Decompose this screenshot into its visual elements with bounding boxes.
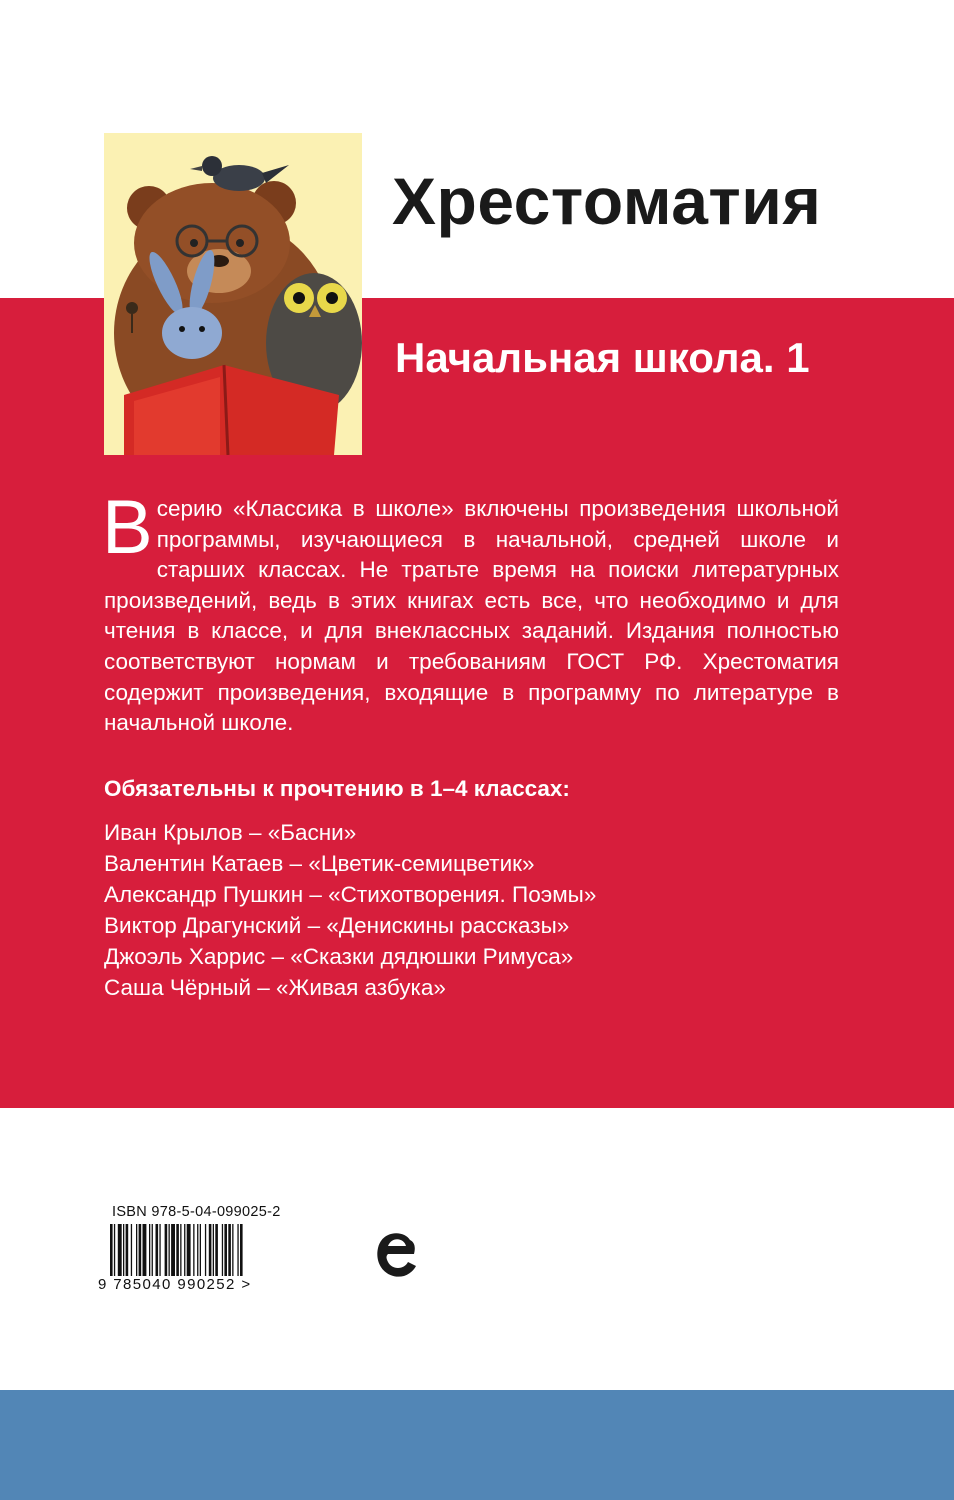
isbn-barcode-block [98,1204,308,1294]
barcode-bar [228,1224,231,1276]
barcode-bar [176,1224,179,1276]
barcode-bar [149,1224,150,1276]
barcode-bar [180,1224,181,1276]
list-item: Джоэль Харрис – «Сказки дядюшки Римуса» [104,944,574,969]
list-item: Валентин Катаев – «Цветик-семицветик» [104,851,535,876]
barcode-bar [224,1224,227,1276]
barcode-icon [108,1224,298,1276]
barcode-bar [184,1224,185,1276]
barcode-bar [131,1224,132,1276]
hare-head [162,307,222,359]
barcode-bar [232,1224,233,1276]
barcode-bar [123,1224,124,1276]
barcode-bar [169,1224,170,1276]
barcode-bar [200,1224,201,1276]
barcode-bar [139,1224,142,1276]
dropcap-letter: В [102,485,153,570]
barcode-bar [209,1224,212,1276]
barcode-bar [165,1224,168,1276]
required-reading-heading: Обязательны к прочтению в 1–4 классах: [104,776,570,801]
barcode-bar [215,1224,218,1276]
barcode-bar [222,1224,223,1276]
barcode-bar [240,1224,243,1276]
insect [126,302,138,314]
cover-illustration [104,133,362,455]
barcode-bar [126,1224,129,1276]
isbn-number: ISBN 978-5-04-099025-2 [112,1204,281,1220]
barcode-bar [136,1224,137,1276]
list-item: Виктор Драгунский – «Денискины рассказы» [104,913,570,938]
barcode-bar [159,1224,160,1276]
barcode-bar [187,1224,191,1276]
barcode-bar [197,1224,198,1276]
barcode-bar [114,1224,115,1276]
eksmo-logo-icon [370,1226,418,1284]
list-item: Саша Чёрный – «Живая азбука» [104,975,446,1000]
barcode-bar [143,1224,147,1276]
barcode-bar [193,1224,194,1276]
blue-band [0,1390,954,1500]
barcode-bar [237,1224,238,1276]
book-title: Хрестоматия [392,164,822,238]
barcode-bar [213,1224,214,1276]
barcode-digits: 9 785040 990252 > [98,1276,252,1293]
barcode-bar [156,1224,159,1276]
crow-head [202,156,222,176]
barcode-bar [152,1224,153,1276]
barcode-bar [171,1224,175,1276]
works-list [104,817,839,1003]
list-item: Иван Крылов – «Басни» [104,820,357,845]
series-description [102,485,839,739]
description-text: серию «Классика в школе» включены произведения школьной программы, изучающиеся в начальной, средней школе и старших классах. Не тратьте время на поиски литературных произведений, ведь в этих книгах есть все, что необходимо и для чтения в классе, и для внеклассных заданий. Издания полностью соответствуют нормам и требованиям ГОСТ РФ. Хрестоматия содержит произведения, входящие в программу по литературе в начальной школе. [104,496,839,736]
barcode-bar [118,1224,122,1276]
barcode-bar [110,1224,113,1276]
barcode-bar [205,1224,206,1276]
list-item: Александр Пушкин – «Стихотворения. Поэмы» [104,882,597,907]
book-subtitle: Начальная школа. 1 [395,334,810,381]
